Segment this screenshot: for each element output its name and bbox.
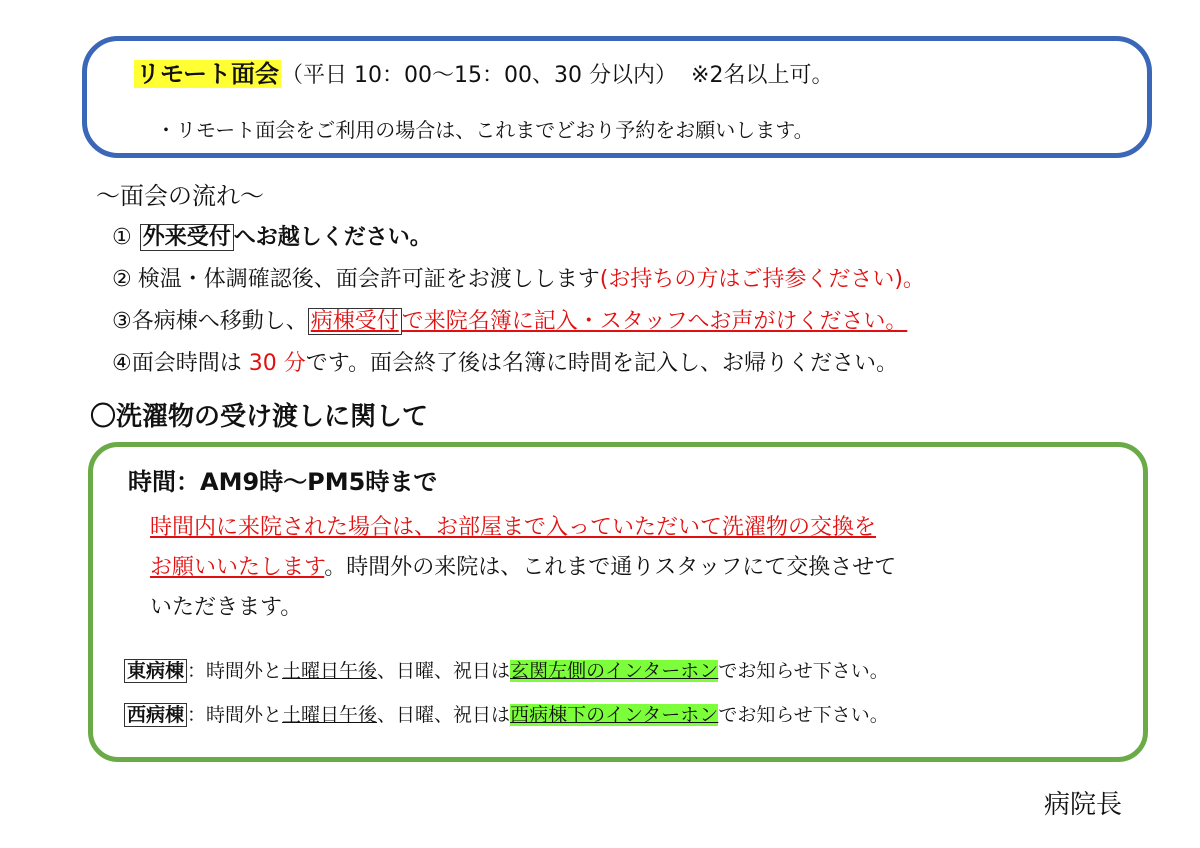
step-1-text: へお越しください。	[233, 225, 432, 250]
laundry-time: 時間：AM9時～PM5時まで	[128, 468, 438, 496]
flow-step-1	[112, 220, 432, 251]
flow-step-3	[112, 304, 907, 335]
signature: 病院長	[1044, 790, 1123, 820]
remote-title: リモート面会	[136, 60, 280, 88]
laundry-heading: 〇洗濯物の受け渡しに関して	[90, 402, 429, 432]
step-2-number: ②	[112, 267, 132, 292]
flow-step-2	[112, 262, 925, 293]
east-ward-text-c: 、日曜、祝日は	[377, 660, 511, 682]
east-ward-label: 東病棟	[124, 659, 187, 683]
flow-heading: ～面会の流れ～	[96, 182, 264, 210]
step-4-number: ④	[112, 351, 132, 376]
east-ward-text-d: でお知らせ下さい。	[718, 660, 889, 682]
remote-bullet: ・リモート面会をご利用の場合は、これまでどおり予約をお願いします。	[156, 118, 814, 142]
west-ward-saturday: 土曜日午後	[282, 704, 378, 726]
step-2-red-text: (お持ちの方はご持参ください)。	[599, 267, 925, 292]
step-1-number: ①	[112, 225, 132, 250]
west-ward-line	[124, 700, 889, 727]
laundry-line-3: いただきます。	[150, 595, 303, 620]
step-3-number: ③	[112, 309, 132, 334]
west-ward-intercom: 西病棟下のインターホン	[510, 704, 719, 726]
step-4-post: です。面会終了後は名簿に時間を記入し、お帰りください。	[305, 351, 898, 376]
west-ward-label: 西病棟	[124, 703, 187, 727]
remote-note: ※2名以上可。	[691, 63, 834, 88]
east-ward-line	[124, 656, 889, 683]
laundry-line-2-red: お願いいたします	[150, 555, 325, 580]
laundry-line-2-rest: 。時間外の来院は、これまで通りスタッフにて交換させて	[324, 555, 897, 580]
step-3-red-text: で来院名簿に記入・スタッフへお声がけください。	[401, 309, 908, 334]
visit-duration: 30 分	[248, 351, 306, 376]
laundry-line-2	[150, 550, 896, 581]
remote-title-line	[134, 54, 833, 89]
laundry-line-1: 時間内に来院された場合は、お部屋まで入っていただいて洗濯物の交換を	[150, 515, 877, 540]
west-ward-text-a: ：時間外と	[187, 704, 283, 726]
step-2-text: 検温・体調確認後、面会許可証をお渡しします	[137, 267, 600, 292]
outpatient-reception-label: 外来受付	[140, 224, 234, 251]
east-ward-saturday: 土曜日午後	[282, 660, 378, 682]
remote-hours: （平日 10：00〜15：00、30 分以内）	[281, 63, 678, 88]
east-ward-text-a: ：時間外と	[187, 660, 283, 682]
west-ward-text-c: 、日曜、祝日は	[377, 704, 511, 726]
west-ward-text-d: でお知らせ下さい。	[718, 704, 889, 726]
step-3-text: 各病棟へ移動し、	[131, 309, 308, 334]
flow-step-4	[112, 346, 898, 377]
east-ward-intercom: 玄関左側のインターホン	[510, 660, 719, 682]
ward-reception-label: 病棟受付	[308, 308, 402, 335]
step-4-pre: 面会時間は	[131, 351, 249, 376]
